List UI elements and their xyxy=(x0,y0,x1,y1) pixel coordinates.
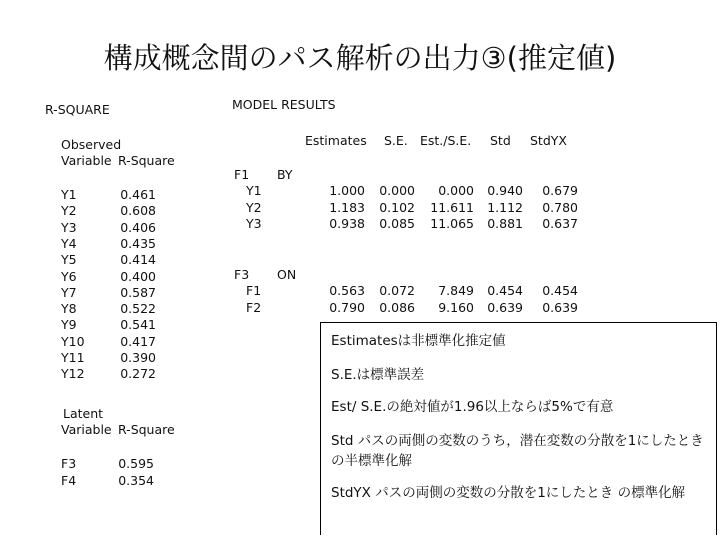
observed-rsquare-value: 0.522 xyxy=(120,301,156,317)
observed-var-label: Y8 xyxy=(61,301,77,317)
observed-var-label: Y6 xyxy=(61,268,77,284)
estimate-value: 1.183 xyxy=(329,199,365,215)
observed-var-label: Y11 xyxy=(61,350,85,365)
observed-var-label: Y4 xyxy=(61,235,77,251)
group1-factor: F1 xyxy=(234,167,250,182)
latent-var-label: F4 xyxy=(61,473,77,488)
observed-rsquare-value: 0.414 xyxy=(120,252,156,268)
se-value: 0.102 xyxy=(379,199,415,215)
observed-rsquare-value: 0.390 xyxy=(120,350,156,365)
col-est-se: Est./S.E. xyxy=(420,133,472,148)
stdyx-value: 0.454 xyxy=(542,283,578,298)
col-std: Std xyxy=(490,133,511,148)
note-std: Std パスの両側の変数のうち，潜在変数の分散を1にしたときの半標準化解 xyxy=(331,433,704,469)
estimate-value: 0.563 xyxy=(329,283,365,298)
stdyx-value: 0.679 xyxy=(542,183,578,198)
path-var-label: Y1 xyxy=(246,183,262,198)
slide-title: 構成概念間のパス解析の出力③(推定値) xyxy=(103,41,617,75)
observed-var-label: Y3 xyxy=(61,219,77,235)
col-estimates: Estimates xyxy=(305,133,367,148)
est-se-value: 11.611 xyxy=(430,199,474,215)
path-var-label: F1 xyxy=(246,283,262,298)
std-value: 0.639 xyxy=(487,299,523,315)
latent-rsquare-value: 0.595 xyxy=(118,456,154,471)
model-results-header: MODEL RESULTS xyxy=(232,97,336,112)
path-var-label: Y3 xyxy=(246,216,262,231)
observed-var-label: Y9 xyxy=(61,317,77,333)
latent-rsquare-value: 0.354 xyxy=(118,473,154,488)
latent-head-3: R-Square xyxy=(118,422,175,437)
estimate-value: 0.938 xyxy=(329,216,365,231)
note-se: S.E.は標準誤差 xyxy=(331,367,425,383)
se-value: 0.086 xyxy=(379,299,415,315)
group2-factor: F3 xyxy=(234,267,250,282)
stdyx-value: 0.637 xyxy=(542,216,578,231)
observed-var-label: Y2 xyxy=(61,203,77,219)
std-value: 0.940 xyxy=(487,183,523,198)
observed-rsquare-value: 0.406 xyxy=(120,219,156,235)
note-estimates: Estimatesは非標準化推定値 xyxy=(331,333,506,349)
latent-var-label: F3 xyxy=(61,456,77,471)
rsquare-header: R-SQUARE xyxy=(45,102,110,117)
estimate-value: 0.790 xyxy=(329,299,365,315)
observed-rsquare-value: 0.608 xyxy=(120,203,156,219)
stdyx-value: 0.639 xyxy=(542,299,578,315)
observed-head-3: R-Square xyxy=(118,153,175,168)
observed-head-2: Variable xyxy=(61,153,112,168)
observed-var-label: Y10 xyxy=(61,333,85,349)
col-se: S.E. xyxy=(384,133,408,148)
est-se-value: 11.065 xyxy=(430,216,474,231)
estimate-value: 1.000 xyxy=(329,183,365,198)
observed-var-label: Y12 xyxy=(61,366,85,382)
group2-relation: ON xyxy=(277,267,297,282)
col-stdyx: StdYX xyxy=(530,133,567,148)
note-stdyx: StdYX パスの両側の変数の分散を1にしたとき の標準化解 xyxy=(331,485,686,501)
observed-head-1: Observed xyxy=(61,137,122,152)
std-value: 0.881 xyxy=(487,216,523,231)
est-se-value: 9.160 xyxy=(438,299,474,315)
path-var-label: F2 xyxy=(246,299,262,315)
path-var-label: Y2 xyxy=(246,199,262,215)
observed-rsquare-value: 0.272 xyxy=(120,366,156,382)
observed-rsquare-value: 0.417 xyxy=(120,333,156,349)
latent-head-2: Variable xyxy=(61,422,112,437)
observed-rsquare-value: 0.461 xyxy=(120,187,156,202)
stdyx-value: 0.780 xyxy=(542,199,578,215)
latent-head-1: Latent xyxy=(63,406,104,421)
observed-rsquare-value: 0.587 xyxy=(120,284,156,300)
observed-var-label: Y1 xyxy=(61,187,77,202)
notes-box xyxy=(320,322,717,535)
observed-var-label: Y7 xyxy=(61,284,77,300)
se-value: 0.000 xyxy=(379,183,415,198)
se-value: 0.072 xyxy=(379,283,415,298)
observed-rsquare-value: 0.435 xyxy=(120,235,156,251)
est-se-value: 7.849 xyxy=(438,283,474,298)
group1-relation: BY xyxy=(277,167,293,182)
std-value: 1.112 xyxy=(487,199,523,215)
se-value: 0.085 xyxy=(379,216,415,231)
observed-rsquare-value: 0.400 xyxy=(120,268,156,284)
observed-rsquare-value: 0.541 xyxy=(120,317,156,333)
std-value: 0.454 xyxy=(487,283,523,298)
est-se-value: 0.000 xyxy=(438,183,474,198)
note-est-se: Est/ S.E.の絶対値が1.96以上ならば5%で有意 xyxy=(331,399,614,415)
observed-var-label: Y5 xyxy=(61,252,77,268)
